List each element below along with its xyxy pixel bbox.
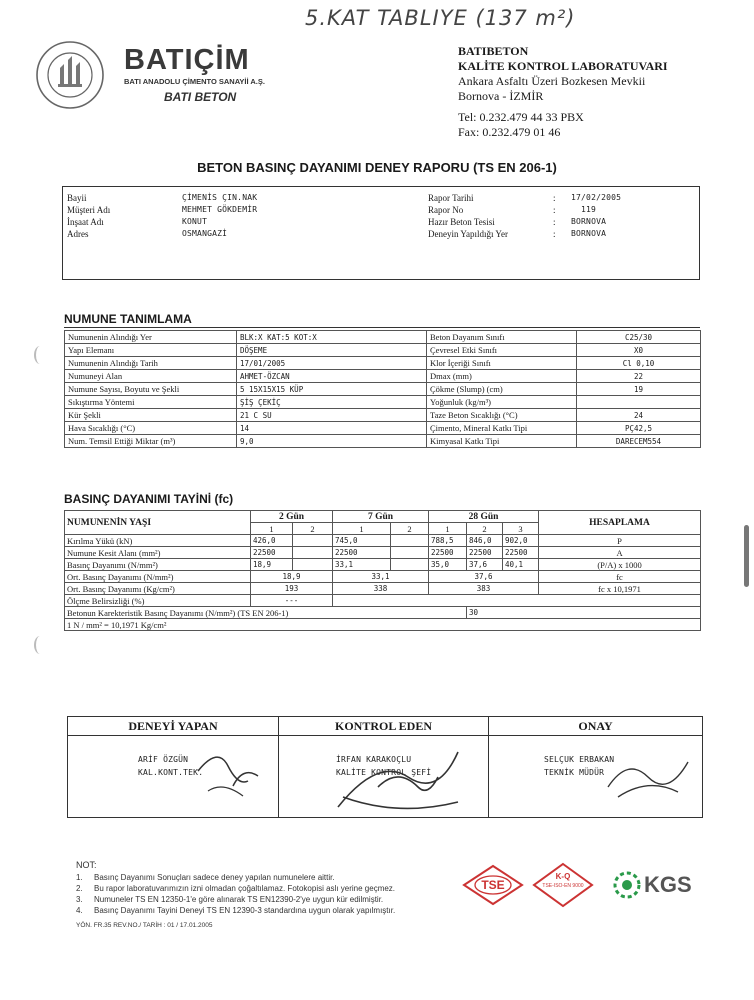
numune-value: AHMET-ÖZCAN <box>237 370 427 383</box>
cell: 30 <box>467 607 701 619</box>
cell: 33,1 <box>333 571 429 583</box>
cell: 37,6 <box>467 559 503 571</box>
sig-title-2: KALİTE KONTROL ŞEFİ <box>336 768 432 777</box>
row-label: Numune Kesit Alanı (mm²) <box>65 547 251 559</box>
numune-label: Çimento, Mineral Katkı Tipi <box>427 422 577 435</box>
note-text: Bu rapor laboratuvarımızın izni olmadan çoğaltılamaz. Fotokopisi aslı yerine geçmez. <box>94 884 396 893</box>
info-value: MEHMET GÖKDEMİR <box>182 205 258 214</box>
kgs-icon <box>610 868 644 902</box>
numune-value: ŞİŞ ÇEKİÇ <box>237 396 427 409</box>
numune-value: 21 C SU <box>237 409 427 422</box>
sig-name-3: SELÇUK ERBAKAN <box>544 755 615 764</box>
cell: 426,0 <box>251 535 293 547</box>
note-text: Basınç Dayanımı Tayini Deneyi TS EN 12390-3 standardına uygun olarak yapılmıştır. <box>94 906 396 915</box>
conversion-note: 1 N / mm² = 10,1971 Kg/cm² <box>65 619 701 631</box>
sig-name-2: İRFAN KARAKOÇLU <box>336 755 412 764</box>
numune-value: C25/30 <box>577 331 701 344</box>
cell: 37,6 <box>429 571 539 583</box>
table-row <box>65 396 701 409</box>
numune-value: 14 <box>237 422 427 435</box>
row-label: Ort. Basınç Dayanımı (Kg/cm²) <box>65 583 251 595</box>
sig-name-1: ARİF ÖZGÜN <box>138 755 189 764</box>
table-row <box>65 435 701 448</box>
info-value: BORNOVA <box>571 229 607 238</box>
info-label: Müşteri Adı <box>67 205 111 215</box>
lab-name-1: BATIBETON <box>458 44 529 58</box>
cell <box>293 535 333 547</box>
numune-label: Numuneyi Alan <box>65 370 237 383</box>
sub-col: 2 <box>467 523 503 535</box>
note-number: 2. <box>76 884 83 893</box>
header-calc: HESAPLAMA <box>539 511 701 535</box>
table-row <box>65 547 701 559</box>
lab-info <box>458 44 668 140</box>
table-row <box>65 619 701 631</box>
numune-value: DÖŞEME <box>237 344 427 357</box>
numune-title: NUMUNE TANIMLAMA <box>64 312 192 326</box>
numune-value: DARECEM554 <box>577 435 701 448</box>
kgs-label: KGS <box>644 872 692 897</box>
report-title: BETON BASINÇ DAYANIMI DENEY RAPORU (TS EN 206-1) <box>197 160 557 175</box>
table-header-row <box>65 511 701 523</box>
row-label: Ölçme Belirsizliği (%) <box>65 595 251 607</box>
table-row <box>65 357 701 370</box>
info-row <box>67 205 397 217</box>
numune-label: Çevresel Etki Sınıfı <box>427 344 577 357</box>
cell: 22500 <box>251 547 293 559</box>
note-number: 4. <box>76 906 83 915</box>
notes-title: NOT: <box>76 860 97 870</box>
numune-label: Kür Şekli <box>65 409 237 422</box>
cell <box>391 547 429 559</box>
cell: 18,9 <box>251 559 293 571</box>
info-row <box>67 229 397 241</box>
info-label: Deneyin Yapıldığı Yer <box>428 229 509 239</box>
sub-col: 3 <box>503 523 539 535</box>
hole-mark <box>34 636 46 654</box>
info-left <box>67 193 397 241</box>
cell <box>391 535 429 547</box>
cell <box>293 559 333 571</box>
table-row <box>65 595 701 607</box>
numune-label: Num. Temsil Ettiği Miktar (m³) <box>65 435 237 448</box>
cell: 22500 <box>467 547 503 559</box>
lab-address-1: Ankara Asfaltı Üzeri Bozkesen Mevkii <box>458 74 646 88</box>
table-row <box>65 422 701 435</box>
kq-badge <box>532 862 594 908</box>
scrollbar-thumb[interactable] <box>744 525 749 587</box>
report-info-box <box>62 186 700 280</box>
info-row <box>67 217 397 229</box>
note-item <box>76 872 395 883</box>
notes-footer: YÖN. FR.35 REV.NO./ TARİH : 01 / 17.01.2005 <box>76 922 213 929</box>
numune-label: Kimyasal Katkı Tipi <box>427 435 577 448</box>
cell: 18,9 <box>251 571 333 583</box>
company-name: BATIÇİM <box>124 44 250 76</box>
numune-value: Cl 0,10 <box>577 357 701 370</box>
signature-3-scribble <box>598 747 698 807</box>
table-row <box>65 383 701 396</box>
info-label: Bayii <box>67 193 87 203</box>
info-value: 17/02/2005 <box>571 193 622 202</box>
calc-cell: (P/A) x 1000 <box>539 559 701 571</box>
numune-value: PÇ42,5 <box>577 422 701 435</box>
cell: 35,0 <box>429 559 467 571</box>
info-right <box>428 193 688 241</box>
numune-label: Dmax (mm) <box>427 370 577 383</box>
table-row <box>65 571 701 583</box>
kgs-badge <box>610 868 702 902</box>
numune-label: Beton Dayanım Sınıfı <box>427 331 577 344</box>
notes <box>76 860 395 929</box>
sub-col: 2 <box>391 523 429 535</box>
table-row <box>65 344 701 357</box>
row-label: Basınç Dayanımı (N/mm²) <box>65 559 251 571</box>
numune-table <box>64 330 701 448</box>
tse-label: TSE <box>481 878 505 892</box>
cell: 33,1 <box>333 559 391 571</box>
cell: 338 <box>333 583 429 595</box>
numune-label: Yapı Elemanı <box>65 344 237 357</box>
info-value: ÇİMENİS ÇIN.NAK <box>182 193 258 202</box>
cell: 22500 <box>503 547 539 559</box>
numune-value: X0 <box>577 344 701 357</box>
sig-header-2: KONTROL EDEN <box>334 719 433 733</box>
numune-label: Taze Beton Sıcaklığı (°C) <box>427 409 577 422</box>
numune-value: 5 15X15X15 KÜP <box>237 383 427 396</box>
lab-tel: Tel: 0.232.479 44 33 PBX <box>458 110 584 124</box>
sub-col: 1 <box>429 523 467 535</box>
lab-name-2: KALİTE KONTROL LABORATUVARI <box>458 59 668 73</box>
cell: --- <box>251 595 333 607</box>
table-row <box>65 331 701 344</box>
info-label: Rapor Tarihi <box>428 193 474 203</box>
cell: 22500 <box>333 547 391 559</box>
note-item <box>76 894 395 905</box>
header-age: NUMUNENİN YAŞI <box>65 511 251 535</box>
numune-label: Numunenin Alındığı Yer <box>65 331 237 344</box>
table-row <box>65 607 701 619</box>
calc-cell: fc <box>539 571 701 583</box>
lab-fax: Fax: 0.232.479 01 46 <box>458 125 561 139</box>
numune-value: 19 <box>577 383 701 396</box>
numune-value: 17/01/2005 <box>237 357 427 370</box>
note-number: 3. <box>76 895 83 904</box>
calc-cell: P <box>539 535 701 547</box>
numune-label: Çökme (Slump) (cm) <box>427 383 577 396</box>
numune-label: Klor İçeriği Sınıfı <box>427 357 577 370</box>
cell <box>293 547 333 559</box>
numune-label: Numune Sayısı, Boyutu ve Şekli <box>65 383 237 396</box>
sub-col: 2 <box>293 523 333 535</box>
table-row <box>65 583 701 595</box>
table-row <box>65 370 701 383</box>
cell: 745,0 <box>333 535 391 547</box>
cell-empty <box>333 595 701 607</box>
numune-label: Numunenin Alındığı Tarih <box>65 357 237 370</box>
cell <box>391 559 429 571</box>
signature-1-scribble <box>188 741 268 801</box>
row-label: Ort. Basınç Dayanımı (N/mm²) <box>65 571 251 583</box>
table-row <box>65 535 701 547</box>
sub-col: 1 <box>333 523 391 535</box>
sub-col: 1 <box>251 523 293 535</box>
cell: 902,0 <box>503 535 539 547</box>
kq-sub: TSE-ISO-EN 9000 <box>542 883 584 889</box>
header-day7: 7 Gün <box>333 511 429 523</box>
info-value: KONUT <box>182 217 208 226</box>
info-row: Rapor Tarihi : 17/02/2005 <box>428 193 622 203</box>
cell: 193 <box>251 583 333 595</box>
note-text: Numuneler TS EN 12350-1'e göre alınarak TS EN12390-2'ye uygun kür edilmiştir. <box>94 895 384 904</box>
company-division: BATI BETON <box>164 90 237 104</box>
info-label: Hazır Beton Tesisi <box>428 217 495 227</box>
sig-title-3: TEKNİK MÜDÜR <box>544 768 605 777</box>
numune-value: 24 <box>577 409 701 422</box>
table-row <box>65 559 701 571</box>
numune-value: 22 <box>577 370 701 383</box>
signature-2-scribble <box>318 737 478 815</box>
cell: 40,1 <box>503 559 539 571</box>
info-label: Rapor No <box>428 205 464 215</box>
info-label: Adres <box>67 229 89 239</box>
numune-label: Yoğunluk (kg/m³) <box>427 396 577 409</box>
cell: 22500 <box>429 547 467 559</box>
info-row <box>67 193 397 205</box>
sig-title-1: KAL.KONT.TEK. <box>138 768 204 777</box>
note-item <box>76 883 395 894</box>
note-number: 1. <box>76 873 83 882</box>
basinc-title: BASINÇ DAYANIMI TAYİNİ (fc) <box>64 492 234 506</box>
info-value: BORNOVA <box>571 217 607 226</box>
calc-cell: A <box>539 547 701 559</box>
sig-header-3: ONAY <box>578 719 613 733</box>
sig-header-1: DENEYİ YAPAN <box>128 719 218 733</box>
cell: 846,0 <box>467 535 503 547</box>
info-label: İnşaat Adı <box>67 217 104 227</box>
info-value: 119 <box>581 205 597 214</box>
row-label: Betonun Karekteristik Basınç Dayanımı (N/mm²) (TS EN 206-1) <box>65 607 467 619</box>
handwritten-header: 5.KAT TABLIYE (137 m²) <box>305 6 576 30</box>
hole-mark <box>34 346 46 364</box>
table-row <box>65 409 701 422</box>
numune-value: BLK:X KAT:5 KOT:X <box>237 331 427 344</box>
kq-label: K-Q <box>555 872 571 881</box>
cell: 383 <box>429 583 539 595</box>
numune-label: Hava Sıcaklığı (°C) <box>65 422 237 435</box>
company-logo <box>34 40 106 110</box>
calc-cell: fc x 10,1971 <box>539 583 701 595</box>
basinc-table <box>64 510 701 631</box>
info-row: Deneyin Yapıldığı Yer : BORNOVA <box>428 229 607 239</box>
info-value: OSMANGAZİ <box>182 229 228 238</box>
note-item <box>76 905 395 916</box>
lab-address-2: Bornova - İZMİR <box>458 89 544 103</box>
tse-badge <box>462 864 524 906</box>
header-day28: 28 Gün <box>429 511 539 523</box>
numune-value <box>577 396 701 409</box>
company-subtitle: BATI ANADOLU ÇİMENTO SANAYİİ A.Ş. <box>124 77 265 86</box>
header-day2: 2 Gün <box>251 511 333 523</box>
note-text: Basınç Dayanımı Sonuçları sadece deney yapılan numunelere aittir. <box>94 873 335 882</box>
signature-box <box>67 716 703 818</box>
row-label: Kırılma Yükü (kN) <box>65 535 251 547</box>
numune-value: 9,0 <box>237 435 427 448</box>
info-row: Rapor No : 119 <box>428 205 597 215</box>
cell: 788,5 <box>429 535 467 547</box>
numune-label: Sıkıştırma Yöntemi <box>65 396 237 409</box>
info-row: Hazır Beton Tesisi : BORNOVA <box>428 217 607 227</box>
